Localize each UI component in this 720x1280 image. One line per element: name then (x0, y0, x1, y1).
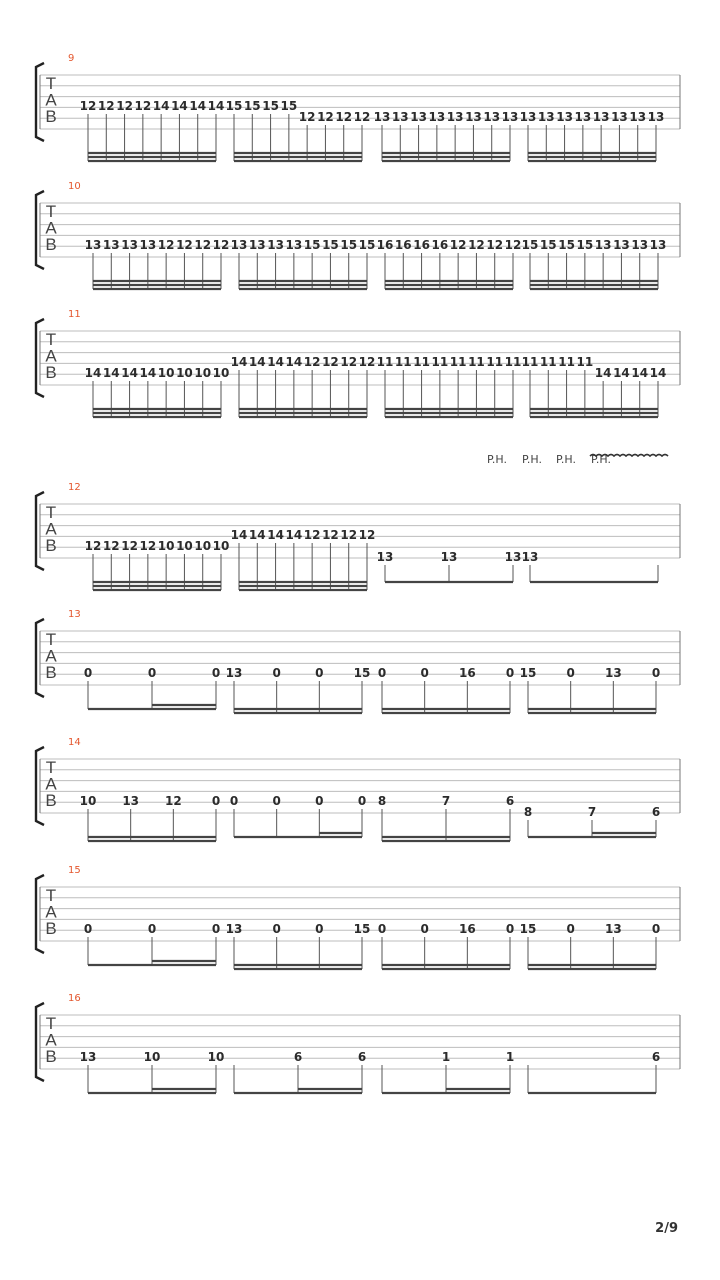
fret-number: 13 (604, 666, 622, 680)
fret-number: 0 (420, 666, 429, 680)
fret-number: 15 (243, 99, 261, 113)
fret-number: 11 (431, 355, 449, 369)
measure-number: 16 (68, 993, 81, 1004)
tab-clef-a: A (45, 519, 57, 539)
fret-number: 10 (176, 539, 193, 553)
fret-number: 15 (353, 922, 371, 936)
fret-number: 10 (157, 539, 175, 553)
tab-clef-t: T (45, 202, 57, 221)
fret-number: 14 (248, 355, 266, 369)
fret-number: 13 (267, 238, 284, 252)
fret-number: 14 (267, 355, 284, 369)
fret-number: 13 (521, 550, 539, 564)
fret-number: 15 (576, 238, 594, 252)
pinch-harmonic-label: P.H. (591, 453, 611, 466)
tab-clef-a: A (45, 902, 57, 922)
fret-number: 0 (211, 922, 221, 936)
fret-number: 12 (340, 528, 358, 542)
measure-number: 10 (68, 181, 81, 192)
fret-number: 0 (147, 666, 157, 680)
fret-number: 16 (394, 238, 412, 252)
fret-number: 15 (353, 666, 371, 680)
fret-number: 13 (631, 238, 649, 252)
fret-number: 12 (303, 528, 321, 542)
fret-number: 14 (152, 99, 170, 113)
tab-clef-b: B (45, 235, 57, 254)
system-10 (36, 181, 680, 289)
fret-number: 12 (176, 238, 193, 252)
fret-number: 10 (207, 1050, 225, 1064)
fret-number: 13 (373, 110, 391, 124)
fret-number: 13 (611, 110, 628, 124)
system-16 (36, 993, 680, 1093)
tab-clef-t: T (45, 630, 57, 649)
fret-number: 14 (102, 366, 120, 380)
fret-number: 0 (377, 922, 387, 936)
fret-number: 6 (293, 1050, 303, 1064)
fret-number: 16 (458, 666, 476, 680)
pinch-harmonic-label: P.H. (522, 453, 542, 466)
fret-number: 14 (649, 366, 667, 380)
fret-number: 15 (558, 238, 575, 252)
fret-number: 14 (139, 366, 157, 380)
fret-number: 12 (121, 539, 138, 553)
system-13 (36, 609, 680, 713)
fret-number: 13 (285, 238, 303, 252)
fret-number: 14 (230, 528, 248, 542)
fret-number: 13 (592, 110, 610, 124)
fret-number: 11 (394, 355, 412, 369)
fret-number: 8 (377, 794, 387, 808)
fret-number: 12 (303, 355, 321, 369)
system-11 (36, 309, 680, 417)
fret-number: 12 (317, 110, 334, 124)
fret-number: 10 (157, 366, 175, 380)
pinch-harmonic-label: P.H. (487, 453, 507, 466)
measure-number: 11 (68, 309, 81, 320)
fret-number: 13 (556, 110, 573, 124)
fret-number: 13 (483, 110, 501, 124)
fret-number: 13 (537, 110, 555, 124)
fret-number: 0 (566, 922, 575, 936)
fret-number: 13 (225, 666, 243, 680)
fret-number: 12 (358, 355, 376, 369)
fret-number: 0 (357, 794, 367, 808)
fret-number: 8 (523, 805, 533, 819)
fret-number: 6 (651, 805, 661, 819)
fret-number: 11 (539, 355, 557, 369)
fret-number: 14 (84, 366, 102, 380)
fret-number: 0 (377, 666, 387, 680)
tab-clef-a: A (45, 218, 57, 238)
fret-number: 6 (651, 1050, 661, 1064)
fret-number: 12 (102, 539, 120, 553)
fret-number: 0 (83, 666, 93, 680)
fret-number: 12 (116, 99, 133, 113)
fret-number: 14 (189, 99, 207, 113)
fret-number: 13 (428, 110, 446, 124)
fret-number: 14 (267, 528, 284, 542)
fret-number: 12 (212, 238, 230, 252)
fret-number: 13 (102, 238, 120, 252)
tab-clef-a: A (45, 646, 57, 666)
fret-number: 14 (230, 355, 248, 369)
fret-number: 15 (519, 666, 537, 680)
fret-number: 12 (139, 539, 157, 553)
fret-number: 13 (501, 110, 519, 124)
fret-number: 13 (649, 238, 667, 252)
fret-number: 15 (322, 238, 339, 252)
tab-clef-t: T (45, 74, 57, 93)
fret-number: 6 (505, 794, 515, 808)
fret-number: 12 (194, 238, 212, 252)
tab-clef-b: B (45, 919, 57, 938)
measure-number: 9 (68, 53, 75, 64)
fret-number: 6 (357, 1050, 367, 1064)
fret-number: 13 (79, 1050, 97, 1064)
fret-number: 0 (651, 922, 661, 936)
tab-clef-a: A (45, 90, 57, 110)
fret-number: 12 (358, 528, 376, 542)
fret-number: 12 (486, 238, 504, 252)
fret-number: 13 (225, 922, 243, 936)
tab-clef-t: T (45, 1014, 57, 1033)
fret-number: 0 (505, 666, 515, 680)
system-14 (36, 737, 680, 841)
fret-number: 13 (139, 238, 157, 252)
fret-number: 14 (594, 366, 612, 380)
fret-number: 0 (272, 922, 281, 936)
fret-number: 0 (272, 666, 281, 680)
measure-number: 13 (68, 609, 81, 620)
tab-clef-t: T (45, 330, 57, 349)
fret-number: 12 (340, 355, 358, 369)
fret-number: 13 (230, 238, 248, 252)
measure-number: 12 (68, 482, 81, 493)
fret-number: 15 (262, 99, 279, 113)
fret-number: 14 (285, 528, 303, 542)
fret-number: 15 (280, 99, 298, 113)
fret-number: 13 (604, 922, 622, 936)
measure-number: 14 (68, 737, 81, 748)
fret-number: 11 (486, 355, 504, 369)
fret-number: 7 (441, 794, 451, 808)
fret-number: 12 (157, 238, 175, 252)
fret-number: 13 (613, 238, 630, 252)
fret-number: 12 (134, 99, 152, 113)
fret-number: 13 (84, 238, 102, 252)
fret-number: 10 (176, 366, 193, 380)
fret-number: 15 (519, 922, 537, 936)
fret-number: 12 (504, 238, 522, 252)
fret-number: 12 (298, 110, 316, 124)
fret-number: 14 (248, 528, 266, 542)
fret-number: 13 (391, 110, 409, 124)
fret-number: 16 (376, 238, 394, 252)
fret-number: 12 (468, 238, 485, 252)
fret-number: 14 (631, 366, 649, 380)
fret-number: 13 (574, 110, 592, 124)
tab-clef-b: B (45, 536, 57, 555)
fret-number: 15 (358, 238, 376, 252)
tab-clef-t: T (45, 886, 57, 905)
fret-number: 13 (647, 110, 665, 124)
fret-number: 12 (322, 355, 339, 369)
fret-number: 1 (441, 1050, 451, 1064)
vibrato-wavy-line (590, 455, 668, 457)
fret-number: 10 (212, 366, 230, 380)
fret-number: 10 (143, 1050, 161, 1064)
fret-number: 13 (410, 110, 427, 124)
fret-number: 15 (521, 238, 539, 252)
fret-number: 0 (229, 794, 239, 808)
fret-number: 11 (504, 355, 522, 369)
fret-number: 13 (446, 110, 464, 124)
page-number: 2/9 (655, 1221, 678, 1236)
fret-number: 15 (539, 238, 557, 252)
fret-number: 0 (651, 666, 661, 680)
system-12 (36, 453, 680, 590)
measure-number: 15 (68, 865, 81, 876)
fret-number: 14 (121, 366, 138, 380)
fret-number: 13 (629, 110, 647, 124)
fret-number: 10 (194, 366, 212, 380)
fret-number: 13 (440, 550, 458, 564)
fret-number: 12 (84, 539, 102, 553)
fret-number: 11 (376, 355, 394, 369)
fret-number: 10 (79, 794, 97, 808)
fret-number: 13 (248, 238, 266, 252)
fret-number: 0 (147, 922, 157, 936)
fret-number: 0 (315, 794, 324, 808)
fret-number: 1 (505, 1050, 515, 1064)
fret-number: 15 (303, 238, 321, 252)
fret-number: 13 (594, 238, 612, 252)
system-15 (36, 865, 680, 969)
fret-number: 11 (449, 355, 467, 369)
tab-clef-t: T (45, 503, 57, 522)
fret-number: 7 (587, 805, 597, 819)
fret-number: 0 (505, 922, 515, 936)
tab-clef-b: B (45, 1047, 57, 1066)
fret-number: 11 (468, 355, 485, 369)
tab-clef-b: B (45, 663, 57, 682)
fret-number: 12 (322, 528, 339, 542)
tab-clef-t: T (45, 758, 57, 777)
fret-number: 11 (521, 355, 539, 369)
fret-number: 14 (285, 355, 303, 369)
fret-number: 12 (353, 110, 371, 124)
tab-clef-b: B (45, 107, 57, 126)
fret-number: 11 (576, 355, 594, 369)
tab-clef-b: B (45, 791, 57, 810)
fret-number: 13 (376, 550, 394, 564)
fret-number: 13 (122, 794, 140, 808)
fret-number: 0 (211, 666, 221, 680)
fret-number: 0 (272, 794, 281, 808)
fret-number: 10 (194, 539, 212, 553)
tab-clef-a: A (45, 346, 57, 366)
fret-number: 13 (465, 110, 482, 124)
fret-number: 16 (458, 922, 476, 936)
fret-number: 0 (211, 794, 221, 808)
fret-number: 13 (519, 110, 537, 124)
fret-number: 12 (97, 99, 115, 113)
system-9 (36, 53, 680, 161)
fret-number: 12 (79, 99, 97, 113)
fret-number: 16 (413, 238, 430, 252)
fret-number: 11 (413, 355, 430, 369)
fret-number: 12 (449, 238, 467, 252)
fret-number: 12 (164, 794, 182, 808)
fret-number: 12 (335, 110, 353, 124)
fret-number: 16 (431, 238, 449, 252)
tab-clef-a: A (45, 774, 57, 794)
pinch-harmonic-label: P.H. (556, 453, 576, 466)
fret-number: 11 (558, 355, 575, 369)
fret-number: 0 (315, 666, 324, 680)
fret-number: 0 (83, 922, 93, 936)
fret-number: 14 (171, 99, 188, 113)
fret-number: 14 (207, 99, 225, 113)
fret-number: 10 (212, 539, 230, 553)
fret-number: 0 (315, 922, 324, 936)
fret-number: 15 (340, 238, 358, 252)
fret-number: 0 (420, 922, 429, 936)
tab-clef-a: A (45, 1030, 57, 1050)
fret-number: 0 (566, 666, 575, 680)
fret-number: 14 (613, 366, 630, 380)
tab-clef-b: B (45, 363, 57, 382)
fret-number: 15 (225, 99, 243, 113)
fret-number: 13 (504, 550, 522, 564)
fret-number: 13 (121, 238, 138, 252)
